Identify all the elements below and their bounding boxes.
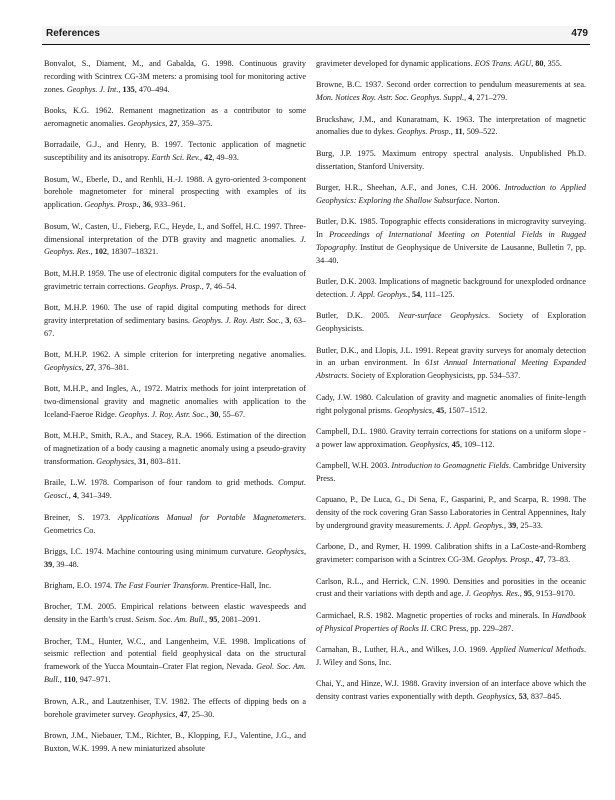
reference-entry <box>44 546 306 572</box>
reference-entry <box>316 460 586 486</box>
running-title: References <box>46 28 100 39</box>
reference-entry <box>316 216 586 268</box>
reference-text: , 25–30. <box>187 709 215 719</box>
reference-source-title: Geophys. Prosp. <box>84 200 139 210</box>
reference-source-title: J. Appl. Geophys. <box>350 290 408 300</box>
reference-text: Carbone, D., and Rymer, H. 1999. Calibration shifts in a LaCoste-and-Romberg gravimeter: comparison with a Scintrex CG-3M. <box>316 542 586 565</box>
reference-text: Bruckshaw, J.M., and Kunaratnam, K. 1963. The interpretation of magnetic anomalies due to dykes. <box>316 114 586 137</box>
reference-text: , <box>201 281 206 291</box>
reference-text: , 9153–9170. <box>532 589 575 599</box>
reference-text: , <box>531 555 536 565</box>
reference-volume: 39 <box>44 559 53 569</box>
reference-text: , 46–54. <box>209 281 237 291</box>
reference-entry <box>44 580 306 593</box>
reference-text: . Geometrics Co. <box>44 512 306 535</box>
reference-text: , <box>407 290 413 300</box>
reference-text: , <box>118 84 123 94</box>
reference-text: , <box>503 521 509 531</box>
reference-volume: 135 <box>122 84 135 94</box>
reference-volume: 39 <box>508 521 517 531</box>
reference-text: Bosum, W., Casten, U., Fieberg, F.C., Heyde, I., and Soffel, H.C. 1997. Three-dimensional interpretation of the DTB gravity and magnetic anomalies. <box>44 221 306 244</box>
reference-entry <box>44 601 306 627</box>
reference-text: Brown, A.R., and Lautzenhiser, T.V. 1982. The effects of dipping beds on a borehole gravimeter survey. <box>44 696 306 719</box>
reference-text: Capuano, P., De Luca, G., Di Sena, F., Gasparini, P., and Scarpa, R. 1998. The density of the rock covering Gran Sasso Laboratories in Central Appennines, Italy by underground gravity measurements. <box>316 495 586 531</box>
reference-text: , <box>519 589 524 599</box>
reference-text: Braile, L.W. 1978. Comparison of four random to grid methods. <box>44 478 279 488</box>
reference-entry <box>316 678 586 704</box>
reference-entry <box>316 541 586 567</box>
reference-volume: 54 <box>412 290 421 300</box>
reference-entry <box>44 58 306 97</box>
reference-text: . Norton. <box>470 195 500 205</box>
reference-text: , <box>68 491 73 501</box>
reference-text: Bott, M.H.P., Smith, R.A., and Stacey, R.A. 1966. Estimation of the direction of magnetization of a body causing a magnetic anomaly using a pseudo-gravity transformation. <box>44 431 306 467</box>
reference-volume: 27 <box>169 119 178 129</box>
reference-entry <box>44 221 306 260</box>
reference-text: , <box>134 457 139 467</box>
reference-column-right <box>316 58 586 712</box>
reference-entry <box>44 477 306 503</box>
reference-text: Brocher, T.M. 2005. Empirical relations between elastic wavespeeds and density in the Earth’s crust. <box>44 602 306 625</box>
reference-entry <box>316 58 586 71</box>
reference-text: , 359–375. <box>177 119 213 129</box>
reference-text: , 933–961. <box>150 200 186 210</box>
reference-source-title: Introduction to Geomagnetic Fields <box>391 461 509 471</box>
reference-entry <box>316 310 586 336</box>
reference-source-title: Geophysics <box>137 709 176 719</box>
reference-volume: 102 <box>94 247 107 257</box>
reference-text: Breiner, S. 1973. <box>44 512 118 522</box>
reference-source-title: Applied Numerical Methods <box>490 644 584 654</box>
reference-text: , <box>447 439 452 449</box>
reference-volume: 45 <box>436 405 445 415</box>
reference-text: Butler, D.K. 2005. <box>316 311 399 321</box>
reference-text: , <box>450 127 455 137</box>
reference-text: Bott, M.H.P., and Ingles, A., 1972. Matrix methods for joint interpretation of two-dimensional gravity and magnetic anomalies with application to the Iceland-Faeroe Ridge. <box>44 384 306 420</box>
reference-text: , 109–112. <box>459 439 495 449</box>
reference-source-title: Mon. Notices Roy. Astr. Soc. Geophys. Suppl. <box>316 93 465 103</box>
reference-volume: 11 <box>454 127 463 137</box>
reference-text: , 111–125. <box>420 290 455 300</box>
reference-source-title: Near-surface Geophysics <box>398 311 488 321</box>
reference-text: . J. Wiley and Sons, Inc. <box>316 644 586 667</box>
reference-text: Bonvalot, S., Diament, M., and Gabalda, G. 1998. Continuous gravity recording with Scintrex CG-3M meters: a promising tool for monitoring active zones. <box>44 59 306 94</box>
reference-text: , 355. <box>543 59 562 68</box>
reference-text: , <box>206 410 211 420</box>
reference-entry <box>316 276 586 302</box>
reference-volume: 95 <box>523 589 533 599</box>
reference-source-title: Geophys. J. Int. <box>66 84 119 94</box>
running-header <box>42 26 590 45</box>
reference-source-title: Geophys. Prosp. <box>396 127 451 137</box>
reference-text: Brocher, T.M., Hunter, W.C., and Langenheim, V.E. 1998. Implications of seismic reflection and potential field geophysical data on the structural framework of the Yucca Mountain–Crater Flat region, Nevada. <box>44 636 306 672</box>
reference-entry <box>316 426 586 452</box>
reference-text: Briggs, I.C. 1974. Machine contouring using minimum curvature. <box>44 546 267 556</box>
reference-text: , 1507–1512. <box>444 405 488 415</box>
reference-source-title: Geophysics <box>266 546 304 556</box>
reference-volume: 30 <box>210 410 219 420</box>
reference-text: Carnahan, B., Luther, H.A., and Wilkes, J.O. 1969. <box>316 644 491 654</box>
reference-text: , <box>90 247 95 257</box>
reference-source-title: Geol. Soc. Am. Bull. <box>44 662 306 685</box>
reference-source-title: Geophysics <box>394 405 432 415</box>
reference-volume: 47 <box>535 555 544 565</box>
reference-source-title: Proceedings of International Meeting on Potential Fields in Rugged Topography <box>316 230 586 252</box>
reference-text: , 49–93. <box>212 153 239 163</box>
reference-entry <box>44 349 306 375</box>
reference-text: . Society of Exploration Geophysicists, pp. 534–537. <box>346 371 521 381</box>
reference-entry <box>316 182 586 208</box>
reference-text: , <box>514 692 519 702</box>
reference-entry <box>44 730 306 756</box>
reference-entry <box>316 610 586 636</box>
reference-volume: 4 <box>72 491 77 501</box>
reference-text: Bott, M.H.P. 1959. The use of electronic digital computers for the evaluation of gravimetric terrain corrections. <box>44 268 306 291</box>
reference-entry <box>44 512 306 538</box>
reference-text: , <box>165 119 170 129</box>
reference-source-title: Geophysics <box>44 362 82 372</box>
reference-volume: 80 <box>535 59 544 68</box>
reference-text: Burg, J.P. 1975. Maximum entropy spectral analysis. Unpublished Ph.D. dissertation, Stanford University. <box>316 148 586 171</box>
reference-text: Campbell, D.L. 1980. Gravity terrain corrections for stations on a uniform slope - a power law approximation. <box>316 426 586 449</box>
reference-source-title: Geophys. J. Roy. Astr. Soc. <box>192 315 281 325</box>
reference-text: , 803–811. <box>146 457 181 467</box>
reference-text: Butler, D.K. 1985. Topographic effects considerations in microgravity surveying. In <box>316 217 586 240</box>
reference-text: Butler, D.K., and Llopis, J.L. 1991. Repeat gravity surveys for anomaly detection in an urban environment. In <box>316 345 586 368</box>
reference-entry <box>316 79 586 105</box>
reference-text: , <box>200 153 205 163</box>
reference-source-title: J. Geophys. Res. <box>44 234 306 257</box>
reference-text: , 55–67. <box>218 410 246 420</box>
reference-text: gravimeter developed for dynamic applications. <box>316 59 475 68</box>
reference-text: Carlson, R.L., and Herrick, C.N. 1990. Densities and porosities in the oceanic crust and their variations with depth and age. <box>316 576 586 599</box>
reference-text: , <box>205 615 210 625</box>
reference-text: Bott, M.H.P. 1962. A simple criterion for interpreting negative anomalies. <box>44 350 306 360</box>
reference-source-title: Geophys. J. Roy. Astr. Soc. <box>118 410 207 420</box>
reference-volume: 45 <box>451 439 460 449</box>
reference-entry <box>44 302 306 341</box>
page-number: 479 <box>571 28 588 39</box>
reference-entry <box>44 268 306 294</box>
reference-text: . Institut de Geophysique de Universite de Lausanne, Bulletin 7, pp. 34–40. <box>316 242 586 265</box>
reference-text: , <box>59 675 64 685</box>
reference-entry <box>44 383 306 422</box>
reference-source-title: J. Appl. Geophys. <box>446 521 504 531</box>
reference-volume: 36 <box>142 200 151 210</box>
reference-text: , 341–349. <box>76 491 112 501</box>
reference-text: Butler, D.K. 2003. Implications of magnetic background for unexploded ordnance detection. <box>316 277 586 300</box>
reference-text: Brigham, E.O. 1974. <box>44 581 115 591</box>
reference-source-title: Geophys. Prosp. <box>147 281 202 291</box>
reference-entry <box>316 345 586 384</box>
reference-entry <box>44 139 306 165</box>
reference-text: , 470–494. <box>134 84 170 94</box>
reference-text: , 25–33. <box>516 521 543 531</box>
reference-text: Cady, J.W. 1980. Calculation of gravity and magnetic anomalies of finite-length right polygonal prisms. <box>316 392 586 415</box>
reference-text: , <box>175 709 180 719</box>
reference-entry <box>316 114 586 140</box>
reference-source-title: 61st Annual International Meeting Expanded Abstracts <box>316 358 586 381</box>
reference-text: , <box>138 200 143 210</box>
reference-entry <box>44 636 306 688</box>
reference-text: , 63–67. <box>44 315 307 338</box>
reference-source-title: Applications Manual for Portable Magnetometers <box>117 512 304 522</box>
reference-text: , <box>464 93 469 103</box>
reference-entry <box>44 696 306 722</box>
reference-source-title: Geophysics <box>476 692 515 702</box>
reference-volume: 7 <box>205 281 210 291</box>
reference-source-title: Seism. Soc. Am. Bull. <box>135 615 206 625</box>
reference-source-title: Geophysics <box>127 119 166 129</box>
reference-text: Brown, J.M., Niebauer, T.M., Richter, B., Klopping, F.J., Valentine, J.G., and Buxton, W.K. 1999. A new miniaturized absolute <box>44 730 306 753</box>
reference-volume: 110 <box>63 675 76 685</box>
reference-text: Campbell, W.H. 2003. <box>316 461 392 471</box>
reference-entry <box>44 174 306 213</box>
reference-text: Chai, Y., and Hinze, W.J. 1988. Gravity inversion of an interface above which the density contrast varies exponentially with depth. <box>316 679 586 702</box>
reference-text: Browne, B.C. 1937. Second order correction to pendulum measurements at sea. <box>316 80 586 90</box>
reference-text: , <box>303 546 306 556</box>
reference-text: Burger, H.R., Sheehan, A.F., and Jones, C.H. 2006. <box>316 182 505 192</box>
reference-source-title: Handbook of Physical Properties of Rocks II <box>316 610 586 633</box>
reference-text: , 947–971. <box>75 675 111 685</box>
reference-text: , <box>280 315 286 325</box>
reference-source-title: J. Geophys. Res. <box>465 589 520 599</box>
reference-volume: 53 <box>518 692 527 702</box>
reference-text: . Society of Exploration Geophysicists. <box>316 311 586 334</box>
reference-column-left <box>44 58 306 764</box>
reference-text: , <box>531 59 536 68</box>
reference-entry <box>316 392 586 418</box>
reference-entry <box>44 430 306 469</box>
reference-source-title: Earth Sci. Rev. <box>151 153 201 163</box>
reference-text: , 509–522. <box>462 127 498 137</box>
reference-source-title: EOS Trans. AGU <box>474 59 532 68</box>
reference-text: , 271–279. <box>472 93 508 103</box>
reference-text: , 39–48. <box>52 559 79 569</box>
reference-text: , <box>81 362 86 372</box>
reference-text: Borradaile, G.J., and Henry, B. 1997. Tectonic application of magnetic susceptibility and its anisotropy. <box>44 140 306 163</box>
reference-source-title: The Fast Fourier Transform <box>114 581 207 591</box>
reference-text: Books, K.G. 1962. Remanent magnetization as a contributor to some aeromagnetic anomalies. <box>44 106 306 129</box>
reference-source-title: Comput. Geosci. <box>44 478 306 501</box>
reference-entry <box>44 105 306 131</box>
reference-source-title: Geophysics <box>96 457 135 467</box>
reference-entry <box>316 148 586 174</box>
reference-text: . Prentice-Hall, Inc. <box>206 581 272 591</box>
reference-volume: 31 <box>138 457 147 467</box>
reference-volume: 47 <box>179 709 188 719</box>
reference-source-title: Introduction to Applied Geophysics: Exploring the Shallow Subsurface <box>316 182 586 205</box>
reference-text: , 2081–2091. <box>217 615 261 625</box>
reference-volume: 27 <box>85 362 95 372</box>
reference-text: . CRC Press, pp. 229–287. <box>426 623 514 633</box>
reference-text: , 18307–18321. <box>107 247 159 257</box>
reference-entry <box>316 644 586 670</box>
reference-text: . Cambridge University Press. <box>316 461 586 483</box>
reference-text: , <box>431 405 437 415</box>
reference-text: Bosum, W., Eberle, D., and Renhli, H.-J. 1988. A gyro-oriented 3-component borehole magnetometer for mineral prospecting with examples of its application. <box>44 174 306 210</box>
reference-entry <box>316 494 586 533</box>
reference-text: Carmichael, R.S. 1982. Magnetic properties of rocks and minerals. In <box>316 610 552 620</box>
reference-entry <box>316 576 586 602</box>
reference-source-title: Geophysics <box>409 439 448 449</box>
reference-text: , 73–83. <box>543 555 571 565</box>
reference-volume: 3 <box>285 315 290 325</box>
reference-volume: 42 <box>204 153 213 163</box>
reference-text: Bott, M.H.P. 1960. The use of rapid digital computing methods for direct gravity interpretation of sedimentary basins. <box>44 302 306 325</box>
reference-text: , 376–381. <box>94 362 129 372</box>
reference-volume: 95 <box>209 615 218 625</box>
reference-volume: 4 <box>468 93 473 103</box>
reference-source-title: Geophys. Prosp. <box>477 555 532 565</box>
reference-text: , 837–845. <box>526 692 562 702</box>
